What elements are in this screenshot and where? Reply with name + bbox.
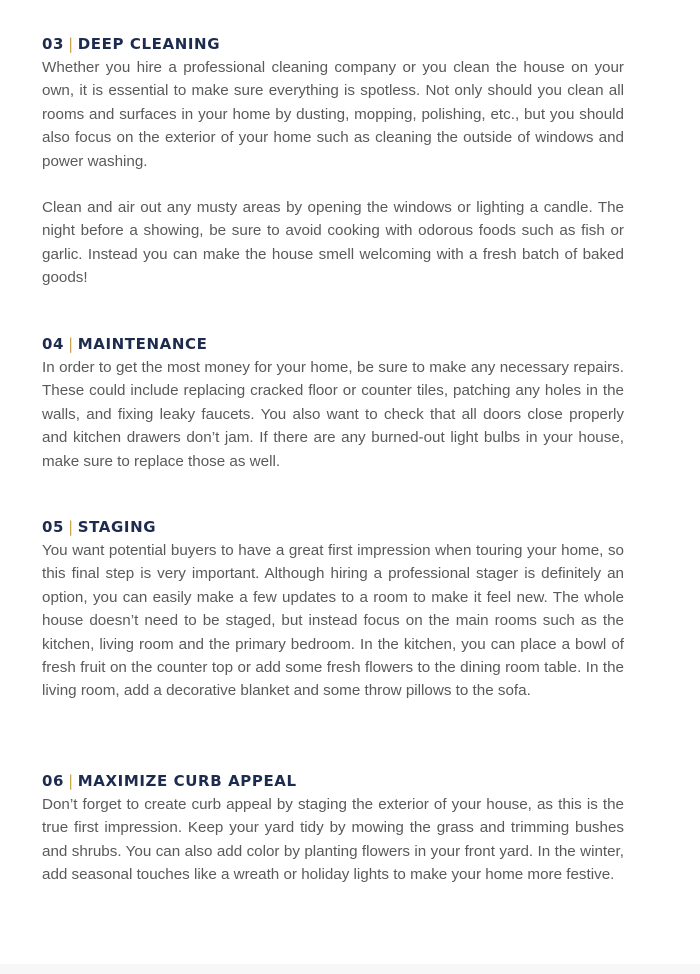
section-title: STAGING	[77, 518, 157, 536]
section-paragraph: In order to get the most money for your home, be sure to make any necessary repairs. These could include replacing cracked floor or counter tiles, patching any holes in the walls, and fixing leaky faucets. You also want to check that all doors close properly and kitchen drawers don’t jam. If there are any burned-out light bulbs in your house, make sure to replace those as well.	[42, 359, 624, 470]
section-deep-cleaning	[42, 35, 624, 290]
section-paragraph: Whether you hire a professional cleaning company or you clean the house on your own, it is essential to make sure everything is spotless. Not only should you clean all rooms and surfaces in your home by dusting, mopping, polishing, etc., but you should also focus on the exterior of your home such as cleaning the outside of windows and power washing.	[42, 59, 624, 170]
section-paragraph: You want potential buyers to have a great first impression when touring your home, so this final step is very important. Although hiring a professional stager is definitely an option, you can easily make a few updates to a room to make it feel new. The whole house doesn’t need to be staged, but instead focus on the main rooms such as the kitchen, living room and the primary bedroom. In the kitchen, you can place a bowl of fresh fruit on the counter top or add some fresh flowers to the dining room table. In the living room, add a decorative blanket and some throw pillows to the sofa.	[42, 542, 624, 700]
section-maintenance	[42, 335, 624, 473]
section-heading	[42, 518, 624, 539]
section-heading	[42, 772, 624, 793]
section-title: DEEP CLEANING	[77, 35, 221, 53]
section-paragraph: Don’t forget to create curb appeal by staging the exterior of your house, as this is the true first impression. Keep your yard tidy by mowing the grass and trimming bushes and shrubs. You can also add color by planting flowers in your front yard. In the winter, add seasonal touches like a wreath or holiday lights to make your home more festive.	[42, 796, 624, 884]
section-staging	[42, 518, 624, 703]
section-paragraph: Clean and air out any musty areas by opening the windows or lighting a candle. The night before a showing, be sure to avoid cooking with odorous foods such as fish or garlic. Instead you can make the house smell welcoming with a fresh batch of baked goods!	[42, 199, 624, 287]
section-title: MAINTENANCE	[77, 335, 208, 353]
heading-separator: |	[68, 772, 74, 790]
heading-separator: |	[68, 518, 74, 536]
section-number: 06	[42, 772, 65, 790]
section-heading	[42, 35, 624, 56]
page-bottom-band	[0, 964, 700, 974]
section-heading	[42, 335, 624, 356]
section-number: 04	[42, 335, 65, 353]
section-number: 03	[42, 35, 65, 53]
heading-separator: |	[68, 335, 74, 353]
heading-separator: |	[68, 35, 74, 53]
section-curb-appeal	[42, 772, 624, 887]
section-title: MAXIMIZE CURB APPEAL	[77, 772, 297, 790]
section-number: 05	[42, 518, 65, 536]
